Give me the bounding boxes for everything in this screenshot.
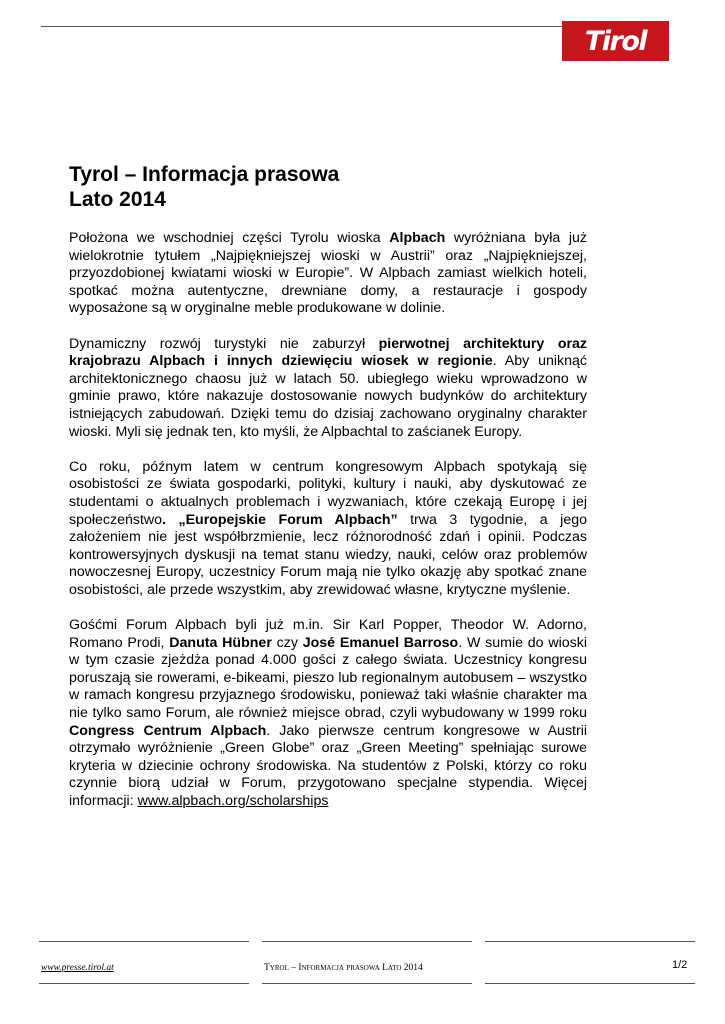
paragraph-alpbach-intro: Położona we wschodniej części Tyrolu wioska Alpbach wyróżniana była już wielokrotnie tytułem „Najpiękniejszej wioski w Austrii” oraz „Najpiękniejszej, przyozdobionej kwiatami wioski w Europie”. W Alpbach zamiast wielkich hoteli, spotkać można autentyczne, drewniane domy, a restauracje i gospody wyposażone są w oryginalne meble produkowane w dolinie. — [69, 230, 587, 317]
tirol-logo — [562, 21, 669, 61]
bold-alpbach: Alpbach — [389, 230, 446, 246]
footer-rule-bottom-center — [262, 983, 472, 984]
title-line-2: Lato 2014 — [69, 188, 166, 211]
paragraph-guests: Gośćmi Forum Alpbach byli już m.in. Sir Karl Popper, Theodor W. Adorno, Romano Prodi, Danuta Hübner czy José Emanuel Barroso. W sumie do wioski w tym czasie zjeżdża ponad 4.000 gości z całego świata. Uczestnicy kongresu poruszają sie rowerami, e-bikeami, pieszo lub regionalnym autobusem – wszystko w ramach kongresu przyjaznego środowisku, ponieważ taki właśnie charakter ma nie tylko samo Forum, ale również miejsce obrad, czyli wybudowany w 1999 roku Congress Centrum Alpbach. Jako pierwsze centrum kongresowe w Austrii otrzymało wyróżnienie „Green Globe” oraz „Green Meeting” spełniając surowe kryteria w dziecinie ochrony środowiska. Na studentów z Polski, którzy co roku czynnie biorą udział w Forum, przygotowano specjalne stypendia. Więcej informacji: www.alpbach.org/scholarships — [69, 617, 588, 809]
scholarships-link[interactable]: www.alpbach.org/scholarships — [137, 793, 329, 809]
page-number: 1/2 — [672, 959, 688, 971]
footer-rule-top-center — [262, 941, 472, 942]
paragraph-architecture: Dynamiczny rozwój turystyki nie zaburzył pierwotnej architektury oraz krajobrazu Alpbach i innych dziewięciu wiosek w regionie. Aby uniknąć architektonicznego chaosu już w latach 50. ubiegłego wieku wprowadzono w gminie prawo, które nakazuje dostosowanie nowych budynków do architektury istniejących zabudowań. Dzięki temu do dzisiaj zachowano oryginalny charakter wioski. Myli się jednak ten, kto myśli, że Alpbachtal to zaścianek Europy. — [69, 335, 588, 440]
title-line-1: Tyrol – Informacja prasowa — [69, 163, 340, 186]
footer-rule-top-right — [485, 941, 695, 942]
footer-rule-bottom-right — [485, 983, 695, 984]
bold-danuta-hubner: Danuta Hübner — [169, 634, 272, 651]
page-title — [69, 162, 339, 212]
footer-press-link[interactable]: www.presse.tirol.at — [41, 963, 114, 973]
footer-title: Tyrol – Informacja prasowa Lato 2014 — [264, 963, 423, 973]
bold-forum-name: . „Europejskie Forum Alpbach” — [162, 511, 398, 528]
bold-architecture: pierwotnej architektury oraz krajobrazu Alpbach i innych dziewięciu wiosek w regionie — [69, 335, 587, 370]
footer-rule-top-left — [39, 941, 249, 942]
bold-congress-centrum: Congress Centrum Alpbach — [69, 722, 267, 739]
logo-text: Tirol — [584, 25, 647, 57]
bold-barroso: José Emanuel Barroso — [302, 634, 459, 651]
press-release-body — [69, 230, 587, 828]
footer-rule-bottom-left — [39, 983, 249, 984]
paragraph-forum: Co roku, późnym latem w centrum kongresowym Alpbach spotykają się osobistości ze świata gospodarki, polityki, kultury i nauki, aby dyskutować ze studentami o aktualnych problemach i wyzwaniach, które czekają Europę i jej społeczeństwo. „Europejskie Forum Alpbach” trwa 3 tygodnie, a jego założeniem nie jest współbrzmienie, lecz różnorodność zdań i opinii. Podczas kontrowersyjnych dyskusji na temat stanu wiedzy, nauki, celów oraz problemów nowoczesnej Europy, uczestnicy Forum mają nie tylko okazję aby spotkać znane osobistości, ale przede wszystkim, aby zrewidować własne, krytyczne myślenie. — [69, 458, 587, 598]
